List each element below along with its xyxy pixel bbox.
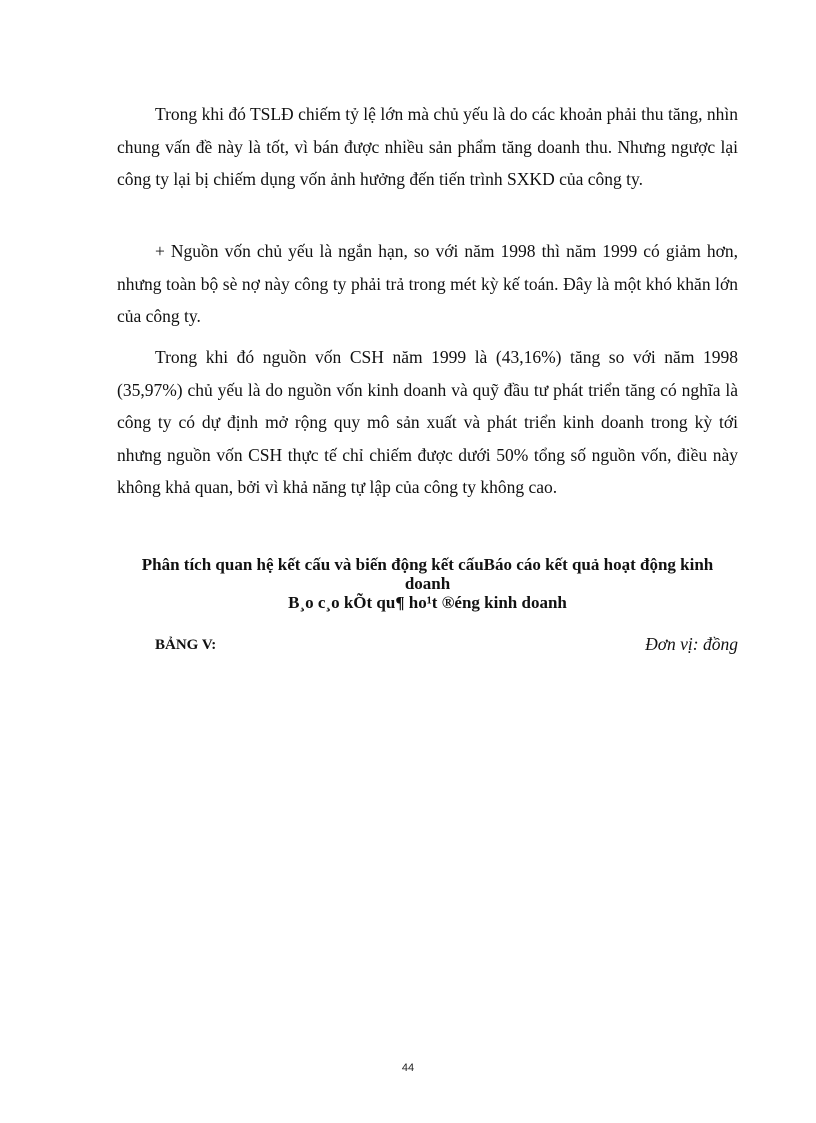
table-label: BẢNG V: [155,637,217,653]
section-heading [117,555,738,612]
unit-label: Đơn vị: đồng [645,634,738,654]
paragraph-3: Trong khi đó nguồn vốn CSH năm 1999 là (43,16%) tăng so với năm 1998 (35,97%) chủ yếu là do nguồn vốn kinh doanh và quỹ đầu tư phát triển tăng có nghĩa là công ty có dự định mở rộng quy mô sản xuất và phát triển kinh doanh trong kỳ tới nhưng nguồn vốn CSH thực tế chỉ chiếm được dưới 50% tổng số nguồn vốn, điều này không khả quan, bởi vì khả năng tự lập của công ty không cao. [117,347,738,497]
paragraph-2: + Nguồn vốn chủ yếu là ngắn hạn, so với năm 1998 thì năm 1999 có giảm hơn, nhưng toàn bộ sè nợ này công ty phải trả trong mét kỳ kế toán. Đây là một khó khăn lớn của công ty. [117,241,738,326]
paragraph-1: Trong khi đó TSLĐ chiếm tỷ lệ lớn mà chủ yếu là do các khoản phải thu tăng, nhìn chung vấn đề này là tốt, vì bán được nhiều sản phẩm tăng doanh thu. Nhưng ngược lại công ty lại bị chiếm dụng vốn ảnh hưởng đến tiến trình SXKD của công ty. [117,104,738,189]
section-heading-line-2: B¸o c¸o kÕt qu¶ ho¹t ®éng kinh doanh [288,593,567,612]
page-number: 44 [401,1062,415,1074]
section-heading-line-1: Phân tích quan hệ kết cấu và biến động kết cấuBáo cáo kết quả hoạt động kinh doanh [141,555,714,593]
